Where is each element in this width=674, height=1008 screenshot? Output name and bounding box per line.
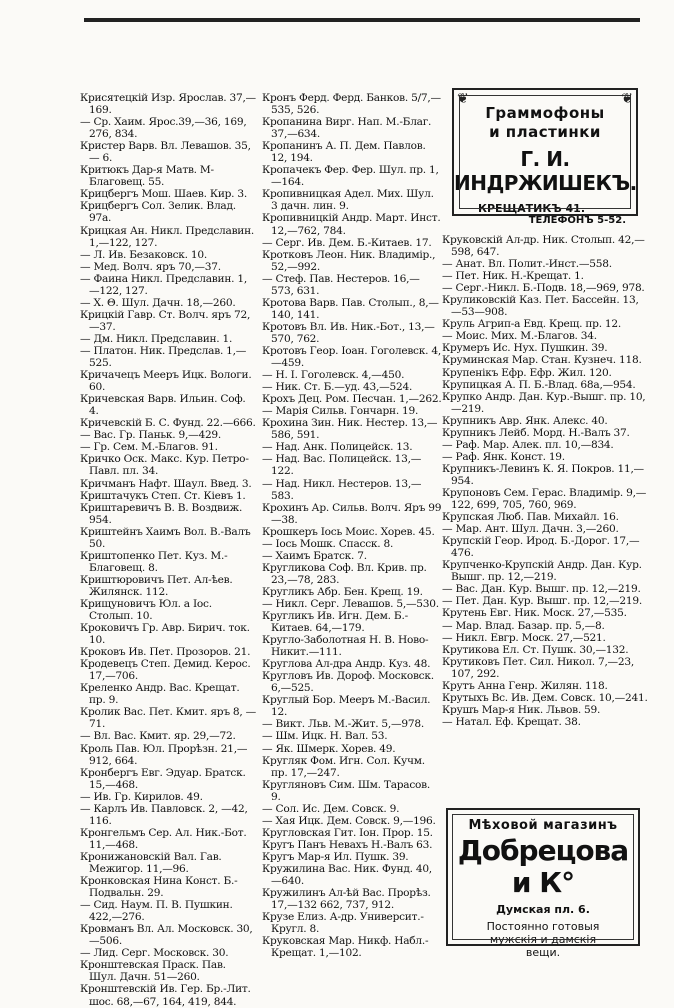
top-rule [84, 18, 640, 22]
directory-entry: — Мар. Влад. Базар. пр. 5,—8. [442, 619, 605, 632]
directory-entry: Крутень Евг. Ник. Моск. 27,—535. [442, 607, 627, 620]
directory-entry: Крушъ Мар-я Ник. Львов. 59. [442, 703, 601, 716]
directory-entry: — Над. Анк. Полицейск. 13. [262, 441, 413, 454]
directory-entry: — Шм. Ицк. Н. Вал. 53. [262, 730, 388, 743]
directory-entry: Крупенiкъ Ефр. Ефр. Жил. 120. [442, 366, 612, 379]
directory-entry: — Ник. Ст. Б.—уд. 43,—524. [262, 381, 413, 394]
directory-entry: Кропачекъ Фер. Фер. Шул. пр. 1,—164. [262, 164, 439, 189]
directory-entry: — Лид. Серг. Московск. 30. [80, 947, 229, 960]
directory-entry: Кролик Вас. Пет. Кмит. яръ 8, —71. [80, 706, 256, 731]
directory-entry: Крохъ Дец. Ром. Песчан. 1,—262. [262, 393, 442, 406]
directory-entry: — Серг. Ив. Дем. Б.-Китаев. 17. [262, 236, 432, 249]
ad-merchant-name: Г. И. ИНДРЖИШЕКЪ. [454, 147, 637, 195]
directory-entry: Крутикова Ел. Ст. Пушк. 30,—132. [442, 643, 629, 656]
directory-entry: Кроковъ Ив. Пет. Прозоров. 21. [80, 646, 251, 659]
directory-entry: — Хая Ицк. Дем. Совск. 9,—196. [262, 814, 436, 827]
directory-entry: Криштейнъ Хаимъ Вол. В.-Валъ 50. [80, 525, 251, 550]
directory-entry: — Над. Вас. Полицейск. 13,—122. [262, 453, 422, 478]
ad-address: КРЕЩАТИКЪ 41. [478, 202, 586, 215]
directory-entry: Кронъ Ферд. Ферд. Банков. 5/7,—535, 526. [262, 92, 441, 117]
directory-entry: — Сол. Ис. Дем. Совск. 9. [262, 802, 400, 815]
directory-entry: Кричачецъ Мееръ Ицк. Вологи. 60. [80, 369, 252, 394]
directory-entry: — Над. Никл. Нестеров. 13,—583. [262, 477, 422, 502]
directory-entry: Кричко Оск. Макс. Кур. Петро-Павл. пл. 34. [80, 453, 249, 478]
directory-entry: Кристер Варв. Вл. Левашов. 35, — 6. [80, 140, 251, 165]
directory-entry: Кружилинъ Ал-ѣй Вас. Прорѣз. 17,—132 662, 737, 912. [262, 887, 431, 912]
directory-entry: — Никл. Евгр. Моск. 27,—521. [442, 631, 606, 644]
directory-column-1 [80, 92, 256, 1008]
directory-entry: Кричевская Варв. Ильин. Соф. 4. [80, 393, 246, 418]
ad-inner-frame [452, 814, 634, 940]
directory-entry: Кругловъ Ив. Дороф. Московск. 6,—525. [262, 670, 434, 695]
directory-entry: Крупоновъ Сем. Герас. Владимiр. 9,—122, 699, 705, 760, 969. [442, 486, 647, 512]
directory-entry: Креленко Андр. Вас. Крещат. пр. 9. [80, 682, 240, 707]
directory-entry: Криштачукъ Степ. Ст. Кiевъ 1. [80, 489, 246, 502]
directory-entry: Крутъ Анна Генр. Жилян. 118. [442, 679, 608, 692]
directory-entry: Кротковъ Леон. Ник. Владимiр., 52,—992. [262, 248, 436, 273]
directory-entry: Крупская Люб. Пав. Михайл. 16. [442, 511, 619, 524]
directory-entry: Кроковичъ Гр. Авр. Бирич. ток. 10. [80, 622, 250, 647]
directory-entry: Крупникъ-Левинъ К. Я. Покров. 11,—954. [442, 462, 644, 487]
directory-entry: Кротова Варв. Пав. Столып., 8,—140, 141. [262, 296, 439, 321]
directory-entry: Кругло-Заболотная Н. В. Ново-Никит.—111. [262, 634, 429, 659]
ad-merchant-name: Добрецова и К° [457, 834, 629, 899]
directory-entry: — Пет. Дан. Кур. Вышг. пр. 12,—219. [442, 595, 642, 608]
ad-headline: Мѣховой магазинъ [468, 818, 618, 833]
ornament-icon: ❦ [457, 91, 469, 107]
directory-entry: Кропанинъ А. П. Дем. Павлов. 12, 194. [262, 140, 426, 165]
directory-entry: — Iось Мошк. Спасск. 8. [262, 537, 394, 550]
directory-entry: — Анат. Вл. Полит.-Инст.—558. [442, 258, 612, 271]
ad-text: Постоянно готовыя [486, 920, 600, 933]
directory-entry: Крупченко-Крупскiй Андр. Дан. Кур. Вышг. пр. 12,—219. [442, 559, 642, 584]
directory-entry: — Марiя Сильв. Гончарн. 19. [262, 405, 419, 418]
directory-entry: Крошкеръ Iось Моис. Хорев. 45. [262, 525, 435, 538]
directory-entry: Кронижановскiй Вал. Гав. Межигор. 11,—96. [80, 850, 222, 875]
directory-entry: Крохина Зин. Ник. Нестер. 13,—586, 591. [262, 417, 438, 442]
directory-entry: Круковскiй Ал-др. Ник. Столып. 42,—598, 647. [442, 234, 645, 259]
directory-entry: Кругляк Фом. Игн. Сол. Кучм. пр. 17,—247. [262, 754, 425, 779]
directory-entry: — Вас. Дан. Кур. Вышг. пр. 12,—219. [442, 583, 641, 596]
directory-entry: Кротовъ Геор. Iоан. Гоголевск. 4,—459. [262, 344, 441, 370]
directory-entry: Крумеръ Ис. Нух. Пушкин. 39. [442, 342, 608, 355]
directory-entry: Крицкая Ан. Никл. Предславин. 1,—122, 127. [80, 224, 255, 249]
directory-entry: — Вл. Вас. Кмит. яр. 29,—72. [80, 730, 236, 743]
directory-entry: Круглый Бор. Мееръ М.-Васил. 12. [262, 694, 431, 719]
directory-entry: Крицбергъ Сол. Зелик. Влад. 97а. [80, 200, 236, 225]
directory-entry: Крупко Андр. Дан. Кур.-Вышг. пр. 10,—219. [442, 390, 646, 415]
directory-entry: Кричманъ Нафт. Шаул. Введ. 3. [80, 477, 252, 490]
directory-entry: — Ив. Гр. Кирилов. 49. [80, 790, 203, 803]
directory-entry: Крутыхъ Вс. Ив. Дем. Совск. 10,—241. [442, 691, 648, 704]
directory-entry: Кругликова Соф. Вл. Крив. пр. 23,—78, 283. [262, 561, 427, 586]
directory-entry: Кропивницкая Адел. Мих. Шул. 3 дачн. лин. 9. [262, 188, 434, 213]
directory-entry: Кронштевская Праск. Пав. Шул. Дачн. 51—260. [80, 959, 226, 984]
directory-entry: Кронковская Нина Конст. Б.-Подвальн. 29. [80, 875, 238, 900]
directory-entry: — Хаимъ Братск. 7. [262, 549, 367, 562]
directory-entry: Крупникъ Авр. Янк. Алекс. 40. [442, 414, 608, 427]
directory-entry: Круминская Мар. Стан. Кузнеч. 118. [442, 354, 642, 367]
directory-entry: Крузе Елиз. А-др. Университ.-Кругл. 8. [262, 911, 424, 936]
directory-entry: — Мар. Ант. Шул. Дачн. 3,—260. [442, 523, 619, 536]
directory-entry: — Моис. Мих. М.-Благов. 34. [442, 330, 597, 343]
directory-entry: Крищуновичъ Юл. а Iос. Столып. 10. [80, 597, 212, 623]
ad-address: Думская пл. 6. [496, 903, 590, 916]
directory-column-2 [262, 92, 442, 959]
directory-entry: Крохинъ Ар. Сильв. Волч. Яръ 99 —38. [262, 501, 442, 526]
advertisement-furs [446, 808, 640, 959]
directory-entry: — Раф. Янк. Конст. 19. [442, 450, 565, 463]
directory-entry: Кронштевскiй Ив. Гер. Бр.-Лит. шос. 68,—67, 164, 419, 844. [80, 983, 251, 1008]
directory-entry: — Стеф. Пав. Нестеров. 16,—573, 631. [262, 272, 420, 297]
directory-entry: Кронбергъ Евг. Эдуар. Братск. 15,—468. [80, 766, 246, 791]
directory-entry: Кругъ Панъ Невахъ Н.-Валъ 63. [262, 838, 433, 851]
directory-entry: — Раф. Мар. Алек. пл. 10,—834. [442, 438, 614, 451]
directory-entry: Крупскiй Геор. Ирод. Б.-Дорог. 17,—476. [442, 535, 640, 560]
ad-phone: ТЕЛЕФОНЪ 5-52. [528, 215, 626, 226]
directory-entry: Кродевецъ Степ. Демид. Керос. 17,—706. [80, 658, 251, 683]
directory-entry: Кронгельмъ Сер. Ал. Ник.-Бот. 11,—468. [80, 826, 247, 851]
ad-text: вещи. [525, 946, 561, 959]
directory-entry: Крисятецкiй Изр. Ярослав. 37,—169. [80, 92, 256, 117]
directory-entry: Крицкiй Гавр. Ст. Волч. яръ 72, —37. [80, 308, 251, 333]
directory-entry: — Никл. Серг. Левашов. 5,—530. [262, 597, 439, 610]
directory-entry: Кругликъ Абр. Бен. Крещ. 19. [262, 585, 423, 598]
directory-entry: Кругликъ Ив. Игн. Дем. Б.-Китаев. 64,—179. [262, 610, 408, 635]
directory-entry: Кровманъ Вл. Ал. Московск. 30,—506. [80, 923, 253, 948]
directory-entry: — Фаина Никл. Предславин. 1, —122, 127. [80, 272, 247, 297]
directory-entry: — Х. Θ. Шул. Дачн. 18,—260. [80, 296, 236, 309]
ad-inner-frame [459, 95, 631, 209]
directory-entry: Кроль Пав. Юл. Прорѣзн. 21,—912, 664. [80, 742, 248, 767]
directory-entry: — Викт. Льв. М.-Жит. 5,—978. [262, 718, 424, 731]
ad-subheadline: и пластинки [489, 123, 601, 141]
directory-entry: Кругъ Мар-я Ил. Пушк. 39. [262, 850, 409, 863]
directory-entry: Кропивницкiй Андр. Март. Инст. 12,—762, 784. [262, 212, 441, 237]
directory-entry: Криштаревичъ В. В. Воздвиж. 954. [80, 501, 243, 526]
directory-entry: Круглова Ал-дра Андр. Куз. 48. [262, 658, 431, 671]
directory-entry: — Вас. Гр. Паньк. 9,—429. [80, 429, 222, 442]
directory-entry: — Л. Ив. Безаковск. 10. [80, 248, 207, 261]
directory-entry: Крутиковъ Пет. Сил. Никол. 7,—23, 107, 292. [442, 655, 635, 680]
directory-entry: Кротовъ Вл. Ив. Ник.-Бот., 13,—570, 762. [262, 320, 435, 345]
directory-entry: — Дм. Никл. Предславин. 1. [80, 332, 233, 345]
directory-entry: — Як. Шмерк. Хорев. 49. [262, 742, 396, 755]
directory-entry: Критюкъ Дар-я Матв. М-Благовещ. 55. [80, 164, 214, 189]
ad-text: мужскiя и дамскiя [489, 933, 597, 946]
directory-entry: Кропанина Вирг. Нап. М.-Благ. 37,—634. [262, 116, 432, 141]
directory-entry: Круликовскiй Каз. Пет. Бассейн. 13,—53—908. [442, 294, 639, 319]
directory-entry: Кругловская Гит. Iон. Прор. 15. [262, 826, 433, 839]
directory-entry: — Сид. Наум. П. В. Пушкин. 422,—276. [80, 899, 233, 924]
ad-headline: Граммофоны [485, 104, 605, 122]
directory-entry: — Н. I. Гоголевск. 4,—450. [262, 369, 405, 382]
directory-entry: Круковская Мар. Никф. Набл.-Крещат. 1,—102. [262, 935, 429, 960]
directory-entry: — Гр. Сем. М.-Благов. 91. [80, 441, 218, 454]
directory-entry: Крицбергъ Мош. Шаев. Кир. 3. [80, 188, 248, 201]
directory-entry: Крупникъ Лейб. Морд. Н.-Валъ 37. [442, 426, 630, 439]
directory-entry: — Пет. Ник. Н.-Крещат. 1. [442, 270, 584, 283]
directory-entry: — Серг.-Никл. Б.-Подв. 18,—969, 978. [442, 282, 645, 295]
directory-entry: — Карлъ Ив. Павловск. 2, —42, 116. [80, 802, 248, 827]
advertisement-gramophones [452, 88, 638, 226]
directory-entry: Криштюровичъ Пет. Ал-ѣев. Жилянск. 112. [80, 573, 233, 598]
directory-entry: — Натал. Еф. Крещат. 38. [442, 715, 581, 728]
directory-entry: — Мед. Волч. яръ 70,—37. [80, 260, 221, 273]
ornament-icon: ❦ [621, 91, 633, 107]
directory-entry: Крупицкая А. П. Б.-Влад. 68а,—954. [442, 378, 636, 391]
directory-entry: Кругляновъ Сим. Шм. Тарасов. 9. [262, 778, 431, 803]
directory-entry: Круль Агрип-а Евд. Крещ. пр. 12. [442, 318, 622, 331]
directory-column-3 [442, 234, 648, 728]
directory-entry: — Ср. Хаим. Ярос.39,—36, 169, 276, 834. [80, 116, 247, 141]
directory-entry: Кружилина Вас. Ник. Фунд. 40,—640. [262, 863, 432, 888]
directory-entry: — Платон. Ник. Предслав. 1,—525. [80, 344, 247, 370]
directory-entry: Криштопенко Пет. Куз. М.-Благовещ. 8. [80, 549, 228, 574]
directory-entry: Кричевскiй Б. С. Фунд. 22.—666. [80, 417, 256, 430]
